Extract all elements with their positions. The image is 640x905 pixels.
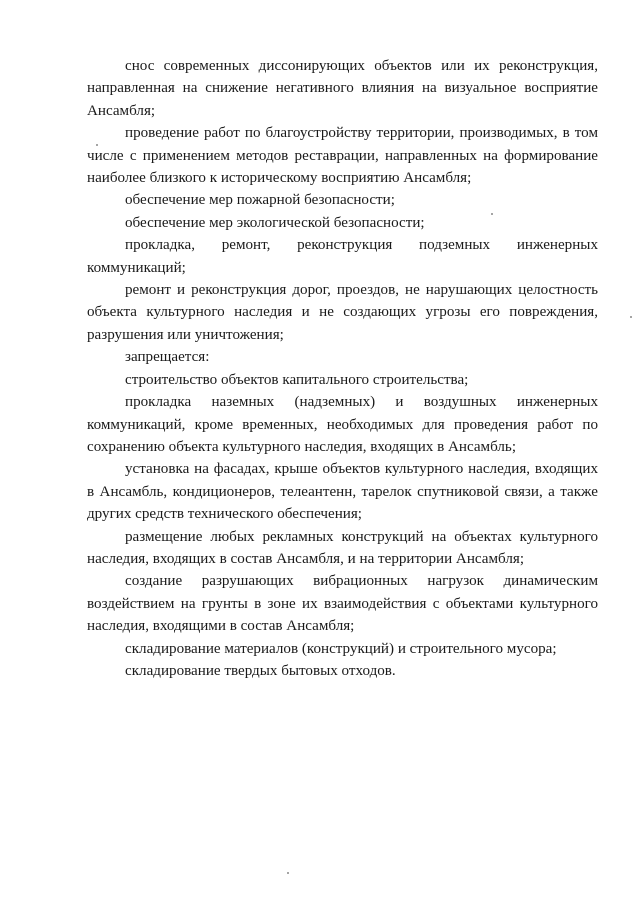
paragraph: строительство объектов капитального строительства; <box>125 371 469 388</box>
paragraph: снос современных диссонирующих объектов или их реконструкция, направленная на снижение негативного влияния на визуальное восприятие Ансамбля; <box>87 58 598 119</box>
scan-speck <box>287 872 289 874</box>
paragraph: создание разрушающих вибрационных нагрузок динамическим воздействием на грунты в зоне их взаимодействия с объектами культурного наследия, входящими в состав Ансамбля; <box>87 573 598 635</box>
paragraph: размещение любых рекламных конструкций на объектах культурного наследия, входящих в состав Ансамбля, и на территории Ансамбля; <box>87 528 598 567</box>
paragraph: складирование материалов (конструкций) и строительного мусора; <box>125 640 557 657</box>
paragraph: обеспечение мер пожарной безопасности; <box>125 192 395 209</box>
scan-speck <box>96 144 98 146</box>
paragraph: прокладка, ремонт, реконструкция подземных инженерных коммуникаций; <box>87 237 598 276</box>
paragraph: запрещается: <box>125 349 210 366</box>
paragraph: обеспечение мер экологической безопасности; <box>125 214 425 231</box>
scan-speck <box>630 316 632 318</box>
paragraph: складирование твердых бытовых отходов. <box>125 662 396 679</box>
paragraph: проведение работ по благоустройству территории, производимых, в том числе с применением методов реставрации, направленных на формирование наиболее близкого к историческому восприятию Ансамбля; <box>87 125 598 187</box>
paragraph: ремонт и реконструкция дорог, проездов, не нарушающих целостность объекта культурного наследия и не создающих угрозы его повреждения, разрушения или уничтожения; <box>87 282 598 343</box>
paragraph: прокладка наземных (надземных) и воздушных инженерных коммуникаций, кроме временных, необходимых для проведения работ по сохранению объекта культурного наследия, входящих в Ансамбль; <box>87 394 598 455</box>
document-body <box>87 55 598 682</box>
paragraph: установка на фасадах, крыше объектов культурного наследия, входящих в Ансамбль, кондиционеров, телеантенн, тарелок спутниковой связи, а также других средств технического обеспечения; <box>87 461 598 523</box>
scan-speck <box>491 213 493 215</box>
